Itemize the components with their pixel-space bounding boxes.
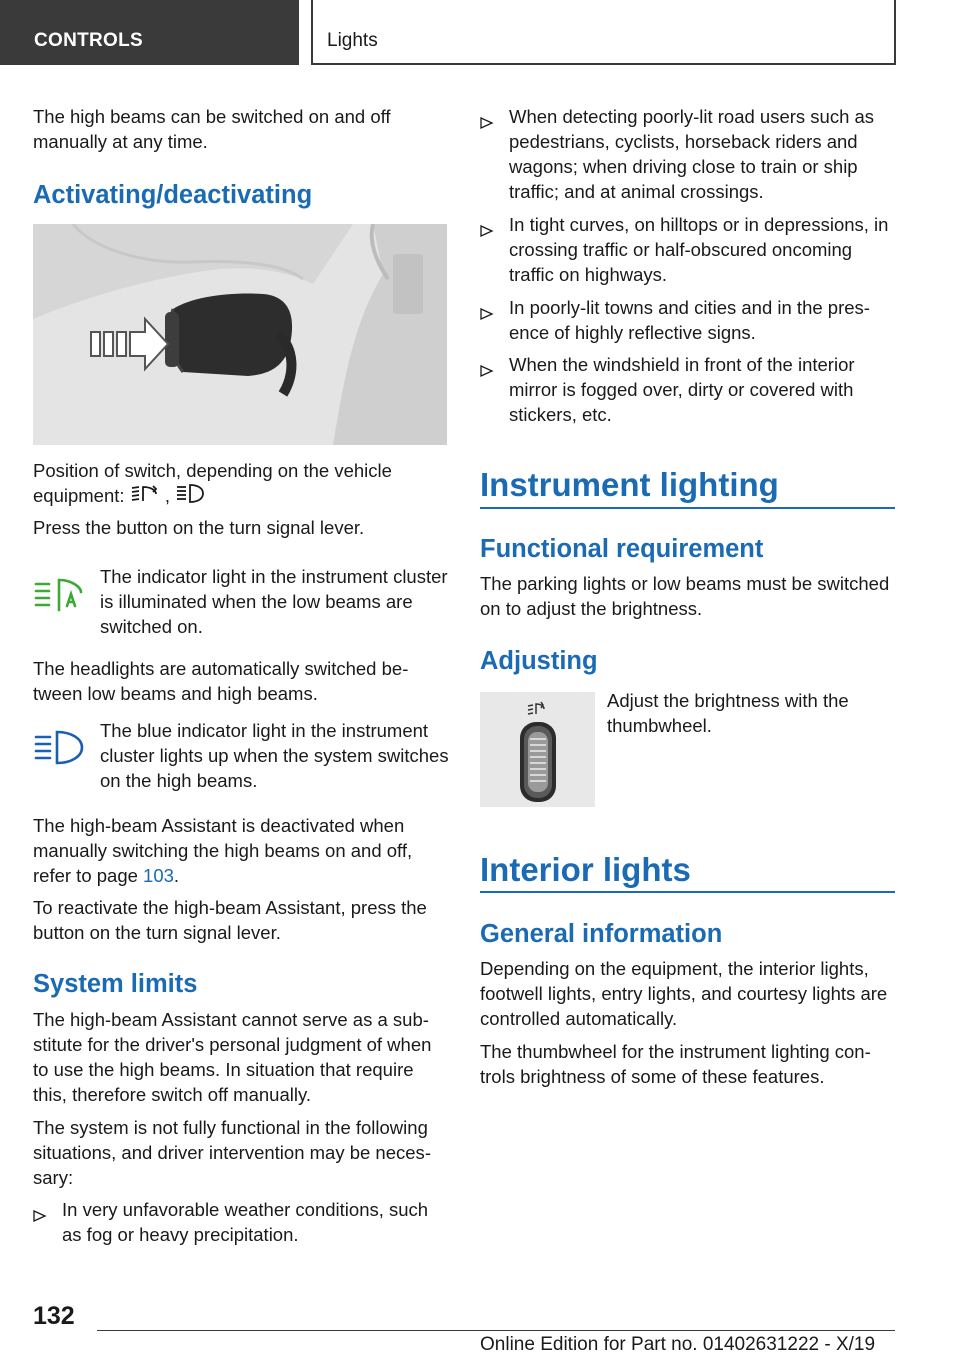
figure-caption [33, 458, 447, 511]
system-limits-heading: System limits [33, 970, 198, 998]
high-beam-assistant-icon [130, 483, 160, 511]
page-reference-link[interactable]: 103 [143, 865, 174, 886]
list-item [480, 295, 895, 347]
functional-requirement-heading: Functional requirement [480, 535, 764, 563]
activating-heading: Activating/deactivating [33, 181, 313, 209]
list-item-text: When the windshield in front of the interior mirror is fogged over, dirty or covered with stickers, etc. [509, 354, 855, 425]
deactivated-text-main: The high-beam Assistant is deactivated when manually switching the high beams on and off, refer to page [33, 815, 413, 886]
press-button-text: Press the button on the turn signal lever. [33, 517, 365, 538]
list-item-text: In poorly-lit towns and cities and in the presence of highly reflective signs. [509, 297, 870, 343]
auto-switch-text: The headlights are automatically switched between low beams and high beams. [33, 658, 409, 704]
low-beam-indicator-note [33, 564, 447, 639]
figure-caption-separator: , [164, 485, 170, 506]
limits-paragraph-1: The high-beam Assistant cannot serve as a substitute for the driver's personal judgment of when to use the high beams. In situation that require this, therefore switch off manually. [33, 1009, 432, 1105]
list-item-text: In very unfavorable weather conditions, such as fog or heavy precipitation. [62, 1199, 429, 1245]
turn-signal-lever-photo [33, 224, 447, 445]
adjusting-text: Adjust the brightness with the thumbwheel. [607, 690, 849, 736]
section-tab: CONTROLS [0, 0, 299, 65]
chapter-title: Lights [311, 0, 896, 65]
list-item [480, 104, 895, 208]
high-beam-icon [175, 483, 205, 511]
figure-caption-text: Position of switch, depending on the vehicle equipment: [33, 460, 392, 506]
functional-requirement-text: The parking lights or low beams must be switched on to adjust the brightness. [480, 573, 890, 619]
high-beam-indicator-note [33, 718, 447, 793]
general-information-paragraph-1: Depending on the equipment, the interior lights, footwell lights, entry lights, and courtesy lights are controlled automatically. [480, 958, 888, 1029]
section-divider [480, 891, 895, 893]
general-information-heading: General information [480, 920, 723, 948]
interior-lights-heading: Interior lights [480, 851, 691, 888]
section-divider [480, 507, 895, 509]
list-item [480, 212, 895, 290]
bullet-triangle-icon [480, 301, 494, 313]
bullet-triangle-icon [33, 1203, 47, 1215]
high-beam-indicator-text: The blue indicator light in the instrument cluster lights up when the system switches on the high beams. [100, 720, 449, 791]
high-beam-indicator-icon [33, 728, 85, 773]
footer-edition-text: Online Edition for Part no. 01402631222 - X/19 [480, 1334, 876, 1355]
low-beam-indicator-icon [33, 574, 85, 619]
bullet-triangle-icon [480, 110, 494, 122]
list-item-text: In tight curves, on hilltops or in depressions, in crossing traffic or half-obscured oncoming traffic on highways. [509, 214, 889, 285]
thumbwheel-photo [480, 692, 595, 807]
page-number: 132 [33, 1302, 75, 1330]
list-item-text: When detecting poorly-lit road users such as pedestrians, cyclists, horseback riders and wagons; when driving close to train or ship traffic; and at animal crossings. [509, 106, 875, 202]
bullet-triangle-icon [480, 218, 494, 230]
low-beam-indicator-text: The indicator light in the instrument cluster is illuminated when the low beams are switched on. [100, 566, 448, 637]
deactivated-text [33, 813, 447, 888]
reactivate-text: To reactivate the high-beam Assistant, press the button on the turn signal lever. [33, 897, 427, 943]
list-item [33, 1197, 447, 1249]
adjusting-heading: Adjusting [480, 647, 598, 675]
bullet-triangle-icon [480, 358, 494, 370]
general-information-paragraph-2: The thumbwheel for the instrument lighting controls brightness of some of these features. [480, 1041, 871, 1087]
list-item [480, 352, 895, 430]
deactivated-text-end: . [173, 865, 180, 886]
intro-paragraph: The high beams can be switched on and off manually at any time. [33, 106, 391, 152]
limits-paragraph-2: The system is not fully functional in the following situations, and driver intervention may be necessary: [33, 1117, 431, 1188]
instrument-lighting-heading: Instrument lighting [480, 466, 779, 503]
footer-divider [97, 1330, 895, 1331]
